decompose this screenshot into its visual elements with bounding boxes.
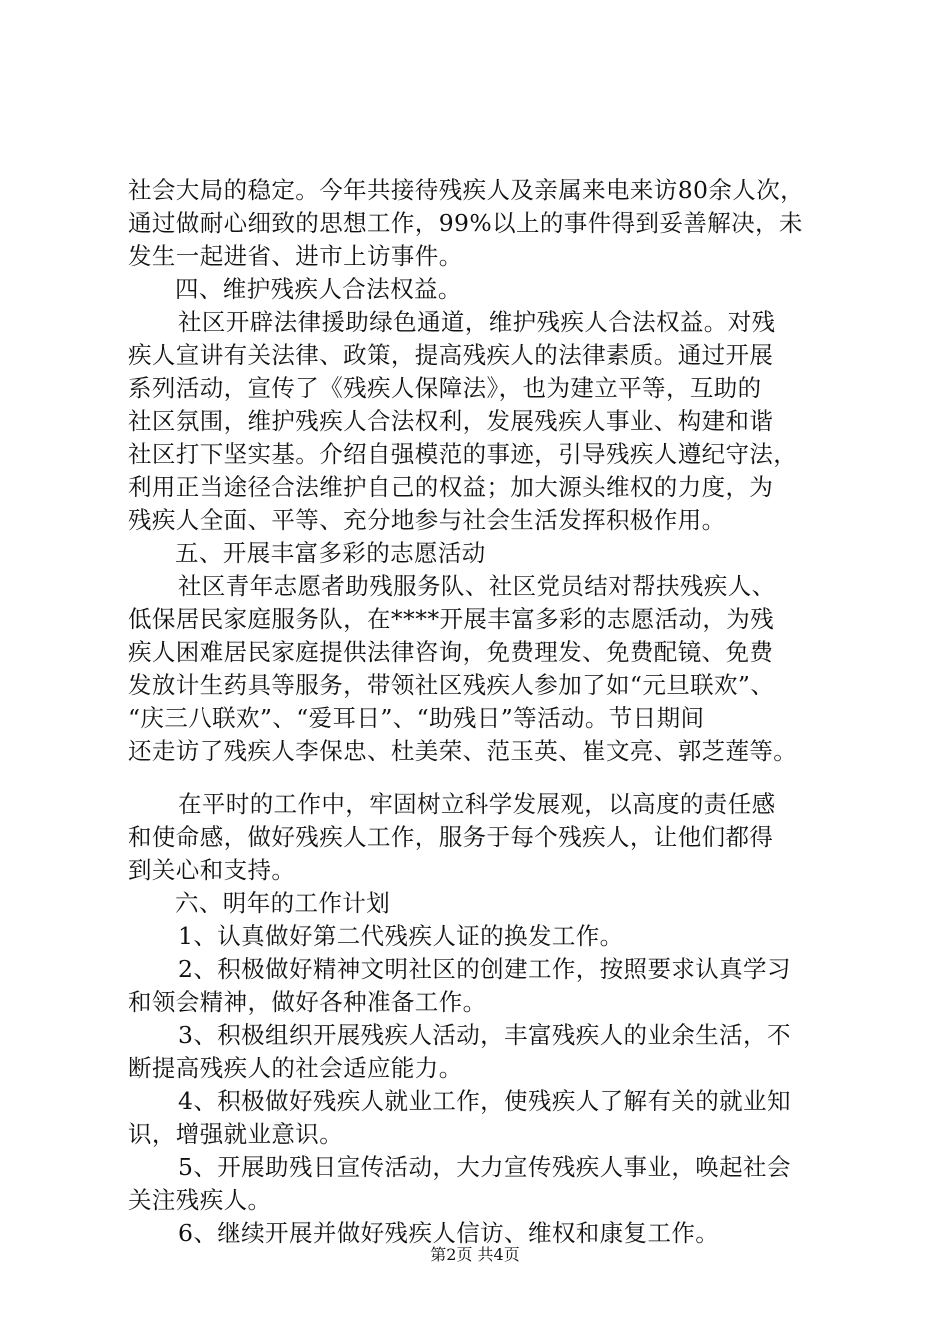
paragraph-line: 疾人困难居民家庭提供法律咨询，免费理发、免费配镜、免费: [128, 638, 774, 666]
paragraph-line: 社区打下坚实基。介绍自强模范的事迹，引导残疾人遵纪守法，: [128, 440, 798, 468]
paragraph-line: 到关心和支持。: [128, 856, 296, 884]
plan-item: 6、继续开展并做好残疾人信访、维权和康复工作。: [178, 1219, 720, 1247]
paragraph-line: 低保居民家庭服务队，在****开展丰富多彩的志愿活动，为残: [128, 605, 775, 633]
paragraph-line: 疾人宣讲有关法律、政策，提高残疾人的法律素质。通过开展: [128, 341, 774, 369]
paragraph-line: 识，增强就业意识。: [128, 1120, 344, 1148]
paragraph-line: 断提高残疾人的社会适应能力。: [128, 1054, 463, 1082]
plan-item: 2、积极做好精神文明社区的创建工作，按照要求认真学习: [178, 955, 791, 983]
plan-item: 5、开展助残日宣传活动，大力宣传残疾人事业，唤起社会: [178, 1153, 791, 1181]
paragraph-line: 残疾人全面、平等、充分地参与社会生活发挥积极作用。: [128, 506, 726, 534]
paragraph-line: 发生一起进省、进市上访事件。: [128, 242, 463, 270]
paragraph-line: 社区氛围，维护残疾人合法权利，发展残疾人事业、构建和谐: [128, 407, 774, 435]
paragraph-line: 社区开辟法律援助绿色通道，维护残疾人合法权益。对残: [178, 308, 776, 336]
section-heading: 五、开展丰富多彩的志愿活动: [175, 539, 486, 567]
plan-item: 4、积极做好残疾人就业工作，使残疾人了解有关的就业知: [178, 1087, 791, 1115]
paragraph-line: 关注残疾人。: [128, 1186, 272, 1214]
section-heading: 六、明年的工作计划: [175, 889, 391, 917]
section-heading: 四、维护残疾人合法权益。: [175, 275, 462, 303]
paragraph-line: 系列活动，宣传了《残疾人保障法》，也为建立平等，互助的: [128, 374, 762, 402]
paragraph-line: “庆三八联欢”、“爱耳日”、“助残日”等活动。节日期间: [128, 704, 705, 732]
plan-item: 1、认真做好第二代残疾人证的换发工作。: [178, 922, 624, 950]
paragraph-line: 还走访了残疾人李保忠、杜美荣、范玉英、崔文亮、郭芝莲等。: [128, 737, 798, 765]
paragraph-line: 社会大局的稳定。今年共接待残疾人及亲属来电来访80余人次，: [128, 176, 805, 204]
paragraph-line: 和使命感，做好残疾人工作，服务于每个残疾人，让他们都得: [128, 823, 774, 851]
paragraph-line: 利用正当途径合法维护自己的权益；加大源头维权的力度，为: [128, 473, 774, 501]
paragraph-line: 社区青年志愿者助残服务队、社区党员结对帮扶残疾人、: [178, 572, 776, 600]
page-number-footer: 第2页 共4页: [430, 1245, 520, 1264]
paragraph-line: 通过做耐心细致的思想工作，99%以上的事件得到妥善解决，未: [128, 209, 803, 237]
paragraph-line: 和领会精神，做好各种准备工作。: [128, 988, 487, 1016]
paragraph-line: 发放计生药具等服务，带领社区残疾人参加了如“元旦联欢”、: [128, 671, 775, 699]
plan-item: 3、积极组织开展残疾人活动，丰富残疾人的业余生活，不: [178, 1021, 791, 1049]
paragraph-line: 在平时的工作中，牢固树立科学发展观，以高度的责任感: [178, 790, 776, 818]
